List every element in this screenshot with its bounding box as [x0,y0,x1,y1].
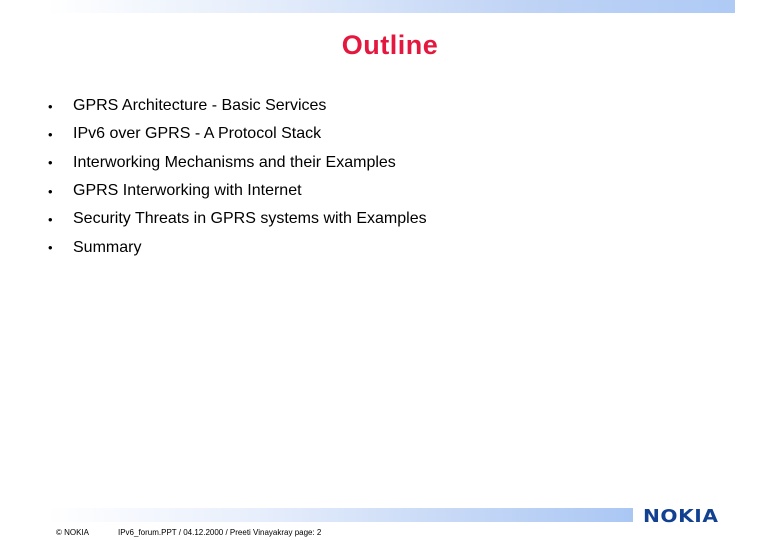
bullet-icon: • [48,183,53,199]
bullet-icon: • [48,155,53,171]
bullet-text: Security Threats in GPRS systems with Examples [73,210,427,228]
bullet-item [48,92,427,120]
bullet-item [48,233,427,261]
bullet-list [48,92,427,262]
bullet-item [48,120,427,148]
slide-title: Outline [341,30,439,60]
nokia-logo: NOKIA [643,506,719,527]
bullet-text: Interworking Mechanisms and their Examples [73,153,396,171]
bullet-icon: • [48,126,53,142]
footer-info: IPv6_forum.PPT / 04.12.2000 / Preeti Vinayakray page: 2 [118,528,322,537]
bullet-text: IPv6 over GPRS - A Protocol Stack [73,125,322,143]
bullet-icon: • [48,240,53,256]
footer-copyright: © NOKIA [56,528,90,537]
header-gradient-bar [47,0,735,13]
bullet-icon: • [48,98,53,114]
bullet-item [48,149,427,177]
bullet-text: GPRS Architecture - Basic Services [73,97,327,115]
bullet-text: Summary [73,238,142,256]
bullet-text: GPRS Interworking with Internet [73,182,302,200]
bullet-item [48,205,427,233]
bullet-item [48,177,427,205]
footer-gradient-bar [47,508,633,522]
bullet-icon: • [48,211,53,227]
